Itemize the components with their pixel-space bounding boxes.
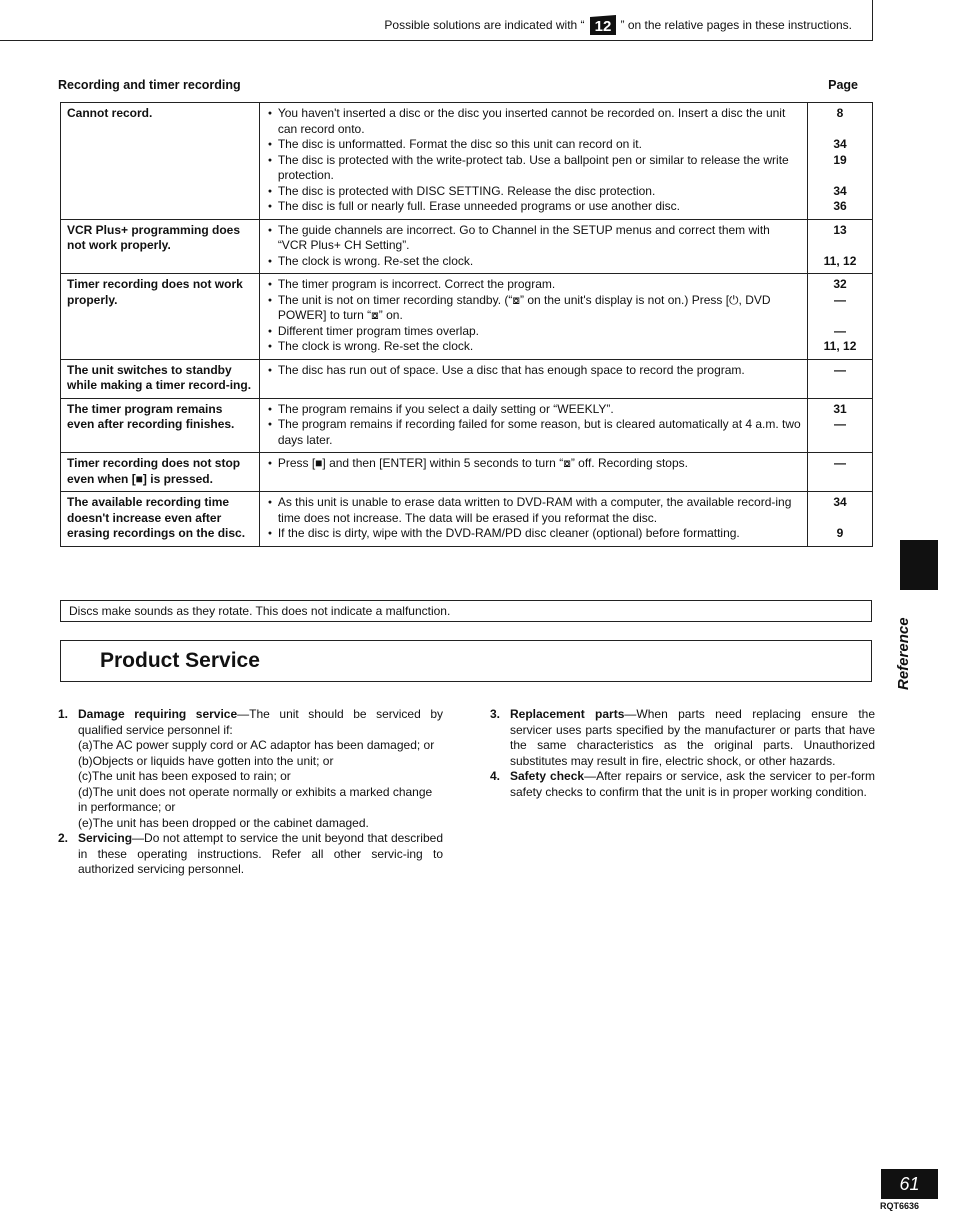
header-note <box>0 0 873 41</box>
page-reference: — <box>834 417 847 431</box>
page-number: 61 <box>881 1169 938 1199</box>
service-item <box>490 769 875 800</box>
page-reference-cell <box>808 103 873 220</box>
page-reference <box>814 168 866 184</box>
solution-item: ● Press [■] and then [ENTER] within 5 seconds to turn “⧇” off. Recording stops. <box>268 456 801 472</box>
solution-cell <box>259 453 807 492</box>
page-reference: — <box>834 362 847 377</box>
service-item-lead: Replacement parts <box>510 707 625 721</box>
service-subitem: (a)The AC power supply cord or AC adaptor has been damaged; or <box>78 738 435 752</box>
table-row <box>61 219 873 274</box>
page-reference-cell <box>808 453 873 492</box>
page-reference: 19 <box>833 152 847 167</box>
solution-item: ● If the disc is dirty, wipe with the DVD-RAM/PD disc cleaner (optional) before formatting. <box>268 526 801 542</box>
service-subitem: (e)The unit has been dropped or the cabinet damaged. <box>78 815 369 830</box>
solution-item: ● The guide channels are incorrect. Go to Channel in the SETUP menus and correct them with “VCR Plus+ CH Setting”. <box>268 223 801 254</box>
solution-item: ● The disc is protected with the write-protect tab. Use a ballpoint pen or similar to release the write protection. <box>268 153 801 184</box>
section-tab-marker <box>900 540 938 590</box>
service-subitem: (b)Objects or liquids have gotten into the unit; or <box>78 753 334 768</box>
page-reference: — <box>834 323 847 338</box>
symptom-cell: The unit switches to standby while making a timer record-ing. <box>61 359 260 398</box>
header-note-before: Possible solutions are indicated with “ <box>384 18 585 32</box>
table-row <box>61 453 873 492</box>
service-item-text: —The unit should be serviced by qualified service personnel if: <box>78 707 444 737</box>
service-item-number: 3. <box>490 707 501 721</box>
product-service-heading-box <box>60 640 872 682</box>
symptom-cell: VCR Plus+ programming does not work properly. <box>61 219 260 274</box>
discs-note: Discs make sounds as they rotate. This does not indicate a malfunction. <box>60 600 872 622</box>
troubleshooting-table <box>60 102 873 547</box>
solution-item: ● The clock is wrong. Re-set the clock. <box>268 254 801 270</box>
page-reference: 13 <box>833 222 847 237</box>
service-item <box>58 831 443 878</box>
product-service-title: Product Service <box>100 649 260 672</box>
page-reference-cell <box>808 492 873 547</box>
service-item-number: 4. <box>490 769 501 783</box>
table-row <box>61 492 873 547</box>
solution-cell <box>259 359 807 398</box>
page-reference: 34 <box>833 495 847 509</box>
page-reference: 34 <box>833 137 847 151</box>
solution-item: ● The disc has run out of space. Use a disc that has enough space to record the program. <box>268 363 801 379</box>
service-subitem: (c)The unit has been exposed to rain; or <box>78 769 291 783</box>
page-reference-cell <box>808 359 873 398</box>
service-item-lead: Servicing <box>78 831 133 845</box>
solution-cell <box>259 492 807 547</box>
solution-item: ● The timer program is incorrect. Correct the program. <box>268 277 801 293</box>
page-reference-cell <box>808 398 873 453</box>
page-reference: — <box>834 292 847 307</box>
solution-item: ● The disc is protected with DISC SETTING. Release the disc protection. <box>268 184 801 200</box>
page-reference: 34 <box>833 183 847 198</box>
symptom-cell: The available recording time doesn't increase even after erasing recordings on the disc. <box>61 492 260 547</box>
service-item-text: —Do not attempt to service the unit beyond that described in these operating instructions. Refer all other servic-ing to authorized servicing personnel. <box>78 831 443 876</box>
service-item-text: —After repairs or service, ask the servicer to per-form safety checks to confirm that the unit is in proper working condition. <box>510 769 875 799</box>
symptom-cell: Timer recording does not work properly. <box>61 274 260 360</box>
solution-item: ● You haven't inserted a disc or the disc you inserted cannot be recorded on. Insert a disc the unit can record onto. <box>268 106 801 137</box>
solution-cell <box>259 103 807 220</box>
page-column-label: Page <box>828 78 858 92</box>
page-reference: 36 <box>833 199 847 213</box>
header-note-after: ” on the relative pages in these instructions. <box>620 18 852 32</box>
service-item-number: 2. <box>58 831 69 845</box>
solution-item: ● The clock is wrong. Re-set the clock. <box>268 339 801 355</box>
table-row <box>61 274 873 360</box>
page-reference <box>814 308 866 324</box>
page-reference: 11, 12 <box>823 253 857 268</box>
page-reference-cell <box>808 274 873 360</box>
solution-cell <box>259 398 807 453</box>
page-reference <box>814 238 866 254</box>
table-row <box>61 103 873 220</box>
section-header <box>58 78 858 92</box>
page-reference: 8 <box>836 106 844 120</box>
service-item-lead: Damage requiring service <box>78 707 238 721</box>
page-reference-cell <box>808 219 873 274</box>
solution-item: ● The disc is full or nearly full. Erase unneeded programs or use another disc. <box>268 199 801 215</box>
header-note-icon-text: 12 <box>594 18 611 35</box>
solution-cell <box>259 274 807 360</box>
page-reference-icon <box>587 13 619 37</box>
side-section-label: Reference <box>895 617 912 690</box>
page-reference <box>814 511 866 527</box>
document-code: RQT6636 <box>880 1201 920 1211</box>
page-reference: 31 <box>833 401 847 416</box>
service-item <box>58 707 443 738</box>
symptom-cell: Cannot record. <box>61 103 260 220</box>
solution-item: ● The program remains if you select a daily setting or “WEEKLY”. <box>268 402 801 418</box>
section-title: Recording and timer recording <box>58 78 241 92</box>
solution-item: ● The unit is not on timer recording standby. (“⧇” on the unit's display is not on.) Press [⏻, DVD POWER] to turn “⧇” on. <box>268 293 801 324</box>
symptom-cell: Timer recording does not stop even when [■] is pressed. <box>61 453 260 492</box>
page-reference: 9 <box>836 526 844 540</box>
table-row <box>61 398 873 453</box>
solution-cell <box>259 219 807 274</box>
page-reference: 32 <box>833 277 847 291</box>
solution-item: ● The disc is unformatted. Format the disc so this unit can record on it. <box>268 137 801 153</box>
solution-item: ● Different timer program times overlap. <box>268 324 801 340</box>
product-service-left-column <box>58 707 443 878</box>
service-item-number: 1. <box>58 707 69 721</box>
solution-item: ● As this unit is unable to erase data written to DVD-RAM with a computer, the available record-ing time does not increase. The data will be erased if you reformat the disc. <box>268 495 801 526</box>
service-item-lead: Safety check <box>510 769 585 783</box>
service-item <box>490 707 875 769</box>
page-reference <box>814 122 866 138</box>
table-row <box>61 359 873 398</box>
page-reference: 11, 12 <box>823 339 857 353</box>
page-reference: — <box>834 456 847 470</box>
service-subitem: (d)The unit does not operate normally or exhibits a marked change in performance; or <box>78 784 433 814</box>
solution-item: ● The program remains if recording failed for some reason, but is cleared automatically at 4 a.m. two days later. <box>268 417 801 448</box>
product-service-right-column <box>490 707 875 800</box>
service-item-text: —When parts need replacing ensure the servicer uses parts specified by the manufacturer or parts that have the same characteristics as the original parts. Unauthorized substitutes may result in fire, electric shock, or other hazards. <box>510 707 875 768</box>
symptom-cell: The timer program remains even after recording finishes. <box>61 398 260 453</box>
